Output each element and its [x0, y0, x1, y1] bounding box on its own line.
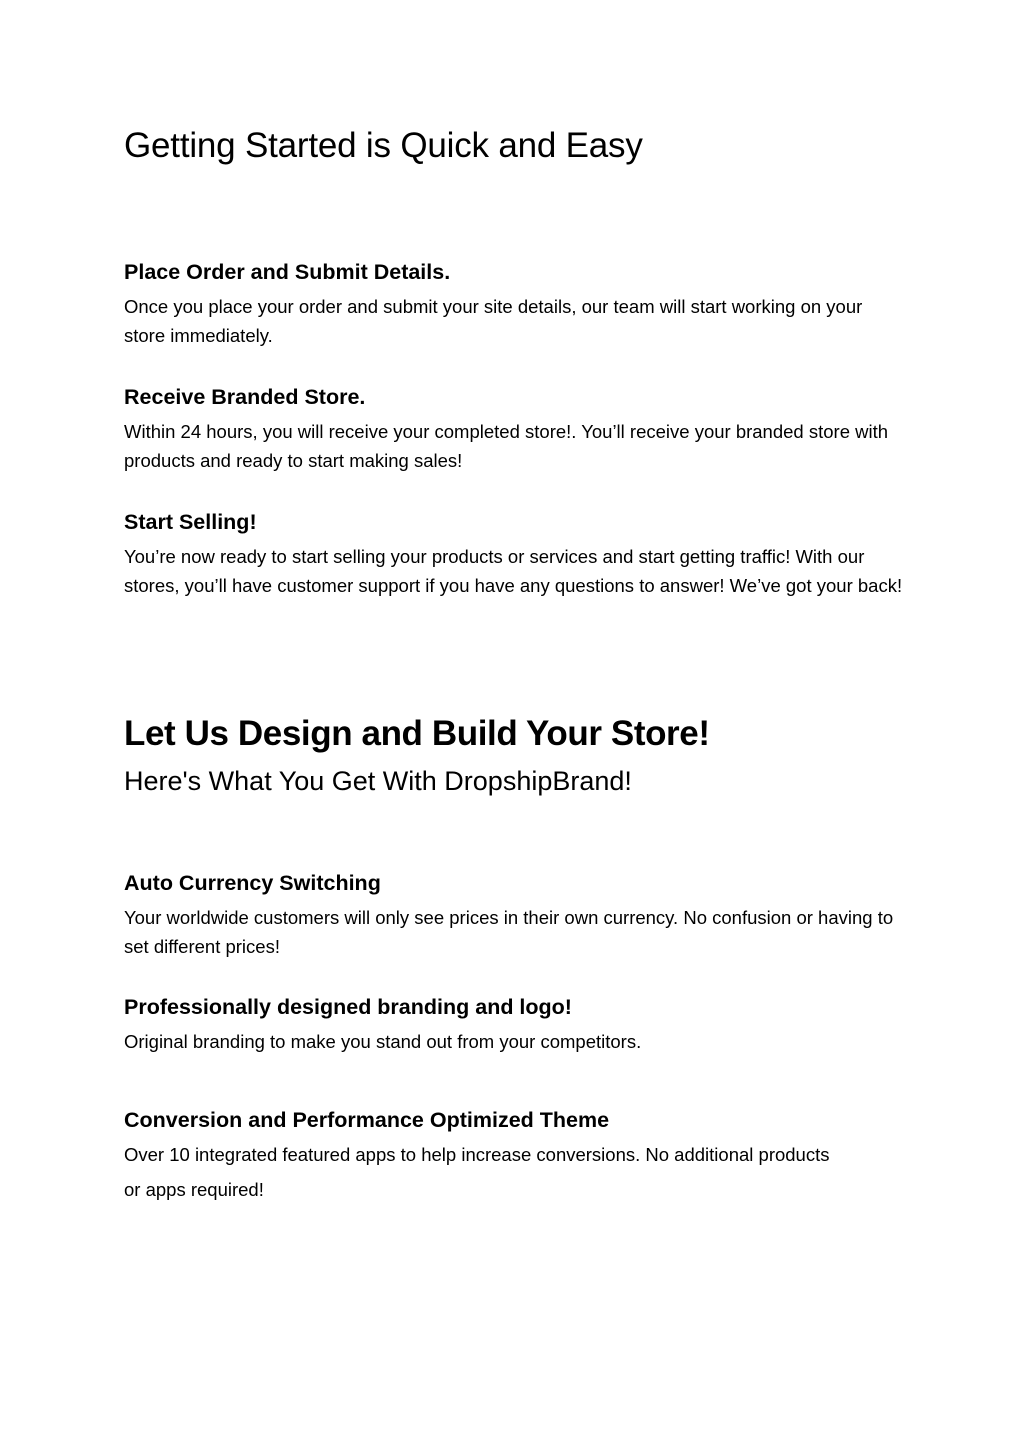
step-text: Within 24 hours, you will receive your completed store!. You’ll receive your branded store with products and ready to start making sales!	[124, 421, 889, 471]
step-text: Once you place your order and submit your site details, our team will start working on your store immediately.	[124, 296, 863, 346]
feature-text: Your worldwide customers will only see prices in their own currency. No confusion or having to set different prices!	[124, 907, 894, 957]
feature-heading: Conversion and Performance Optimized Theme	[124, 1108, 610, 1132]
feature-text: Original branding to make you stand out from your competitors.	[124, 1031, 642, 1052]
feature-text: Over 10 integrated featured apps to help increase conversions. No additional products or apps required!	[124, 1144, 830, 1200]
feature-auto-currency	[124, 870, 904, 961]
step-text: You’re now ready to start selling your products or services and start getting traffic! With our stores, you’ll have customer support if you have any questions to answer! We’ve got your back!	[124, 546, 903, 596]
feature-optimized-theme	[124, 1107, 904, 1207]
step-heading: Receive Branded Store.	[124, 385, 366, 409]
step-heading: Start Selling!	[124, 510, 257, 534]
feature-branding-logo	[124, 994, 904, 1057]
step-start-selling	[124, 509, 904, 600]
feature-heading: Professionally designed branding and logo!	[124, 995, 572, 1019]
step-receive-store	[124, 384, 904, 475]
step-heading: Place Order and Submit Details.	[124, 260, 451, 284]
getting-started-title: Getting Started is Quick and Easy	[124, 126, 643, 165]
step-place-order	[124, 259, 904, 350]
feature-heading: Auto Currency Switching	[124, 871, 381, 895]
design-subtitle: Here's What You Get With DropshipBrand!	[124, 766, 632, 796]
design-build-title: Let Us Design and Build Your Store!	[124, 714, 710, 753]
